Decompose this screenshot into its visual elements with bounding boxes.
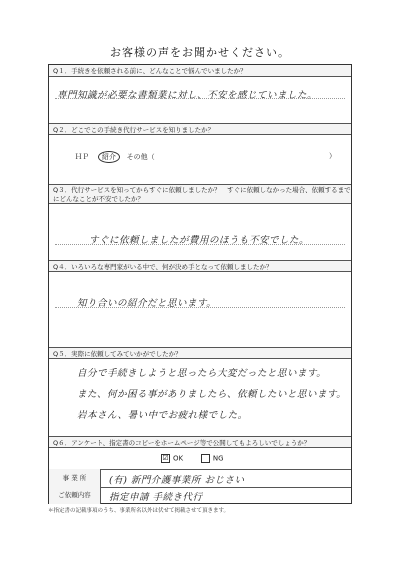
q3-rule (55, 244, 345, 245)
other-close: ） (329, 152, 336, 160)
q1-question: Q１．手続きを依頼される前に、どんなことで悩んでいましたか？ (49, 65, 351, 77)
request-label: ご依頼内容 (49, 487, 101, 504)
q4-rule (55, 307, 345, 308)
q3-answer: すぐに依頼しましたが費用のほうも不安でした。 (89, 235, 310, 246)
q1-rule (55, 98, 345, 99)
selected-option-circle: 紹介 (98, 151, 120, 163)
q4-question: Q４．いろいろな専門家がいる中で、何が決め手となって依頼しましたか？ (49, 260, 351, 272)
footer-note: ＊指定書の記載事項のうち、事業所名以外は伏せて掲載させて頂きます。 (48, 508, 230, 514)
q5-answer-line-3: 岩本さん、暑い中でお疲れ様でした。 (77, 410, 248, 421)
ok-checkbox[interactable]: ☑ (162, 454, 169, 462)
q6-options (161, 454, 224, 463)
q5-question: Q５．実際に依頼してみていかがでしたか？ (49, 347, 351, 359)
survey-form (48, 64, 352, 504)
ng-label: NG (212, 454, 224, 463)
request-value: 指定申請 手続き代行 (109, 492, 203, 503)
q3-question: Q３．代行サービスを知ってからすぐに依頼しましたか？ すぐに依頼しなかった場合、依頼するまでにどんなことが不安でしたか？ (49, 184, 351, 204)
q6-question: Q６．アンケート、指定書のコピーをホームページ等で公開してもよろしいでしょうか？ (49, 436, 351, 448)
hp-option: ＨＰ (75, 153, 89, 161)
q2-question: Q２．どこでこの手続き代行サービスを知りましたか？ (49, 123, 351, 135)
ok-label: OK (173, 454, 184, 463)
q4-answer: 知り合いの紹介だと思います。 (77, 298, 217, 309)
q1-answer: 専門知識が必要な書類業に対し、不安を感じていました。 (57, 90, 318, 101)
q5-answer-line-2: また、何か困る事がありましたら、依頼したいと思います。 (77, 389, 347, 400)
office-label: 事 業 所 (49, 469, 101, 487)
ng-checkbox[interactable] (201, 454, 210, 463)
q5-answer-line-1: 自分で手続きしようと思ったら大変だったと思います。 (77, 368, 327, 379)
office-value: (有) 新門介護事業所 おじさい (109, 475, 245, 486)
other-option: その他（ (126, 153, 155, 161)
q2-options (75, 151, 155, 163)
page-title: お客様の声をお聞かせください。 (110, 46, 290, 59)
